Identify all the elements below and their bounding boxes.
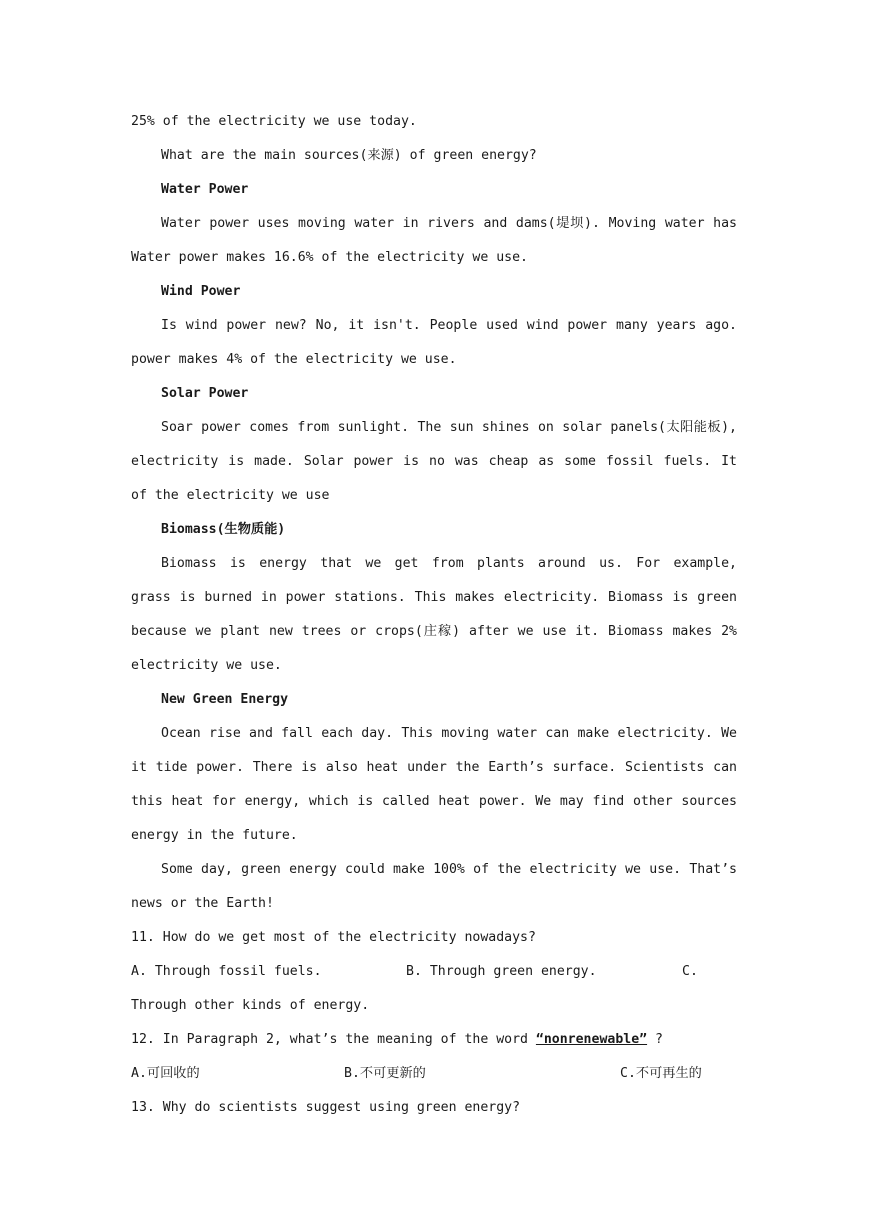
text-line: Biomass is energy that we get from plants around us. For example, <box>161 556 737 571</box>
text-line: Water power uses moving water in rivers and dams(堤坝). Moving water has <box>161 216 737 231</box>
option-c: C.不可再生的 <box>620 1066 702 1081</box>
question-12-options <box>131 1057 737 1091</box>
section-heading: Biomass(生物质能) <box>161 522 286 537</box>
text-line: Ocean rise and fall each day. This moving water can make electricity. We <box>161 726 737 741</box>
text-line: energy in the future. <box>131 828 298 843</box>
question-12-end: ? <box>647 1032 663 1047</box>
underlined-word: “nonrenewable” <box>535 1032 648 1047</box>
option-a: A.可回收的 <box>131 1066 200 1081</box>
text-line: Some day, green energy could make 100% of the electricity we use. That’s <box>161 862 737 877</box>
text-line: electricity is made. Solar power is no was cheap as some fossil fuels. It <box>131 454 737 469</box>
option-c-continued: Through other kinds of energy. <box>131 998 370 1013</box>
question-11: 11. How do we get most of the electricity nowadays? <box>131 930 536 945</box>
text-line: power makes 4% of the electricity we use. <box>131 352 457 367</box>
section-heading: Wind Power <box>161 284 241 299</box>
text-line: Water power makes 16.6% of the electricity we use. <box>131 250 528 265</box>
text-line: it tide power. There is also heat under the Earth’s surface. Scientists can <box>131 760 737 775</box>
option-c: C. <box>682 964 698 979</box>
section-heading: Water Power <box>161 182 249 197</box>
option-b: B. Through green energy. <box>406 964 597 979</box>
text-line: grass is burned in power stations. This makes electricity. Biomass is green <box>131 590 737 605</box>
question-11-options <box>131 955 737 989</box>
text-line: Soar power comes from sunlight. The sun shines on solar panels(太阳能板), <box>161 420 737 435</box>
section-heading: New Green Energy <box>161 692 289 707</box>
text-line: because we plant new trees or crops(庄稼) after we use it. Biomass makes 2% <box>131 624 737 639</box>
text-line: news or the Earth! <box>131 896 274 911</box>
document-page <box>131 105 737 1125</box>
question-12-text: 12. In Paragraph 2, what’s the meaning of the word <box>131 1032 536 1047</box>
option-a: A. Through fossil fuels. <box>131 964 322 979</box>
text-line: Is wind power new? No, it isn't. People used wind power many years ago. <box>161 318 737 333</box>
text-line: What are the main sources(来源) of green energy? <box>161 148 537 163</box>
question-12 <box>131 1023 737 1057</box>
text-line: of the electricity we use <box>131 488 330 503</box>
section-heading: Solar Power <box>161 386 249 401</box>
text-line: electricity we use. <box>131 658 282 673</box>
question-13: 13. Why do scientists suggest using green energy? <box>131 1100 521 1115</box>
text-line: this heat for energy, which is called heat power. We may find other sources <box>131 794 737 809</box>
option-b: B.不可更新的 <box>344 1066 426 1081</box>
text-line: 25% of the electricity we use today. <box>131 114 417 129</box>
